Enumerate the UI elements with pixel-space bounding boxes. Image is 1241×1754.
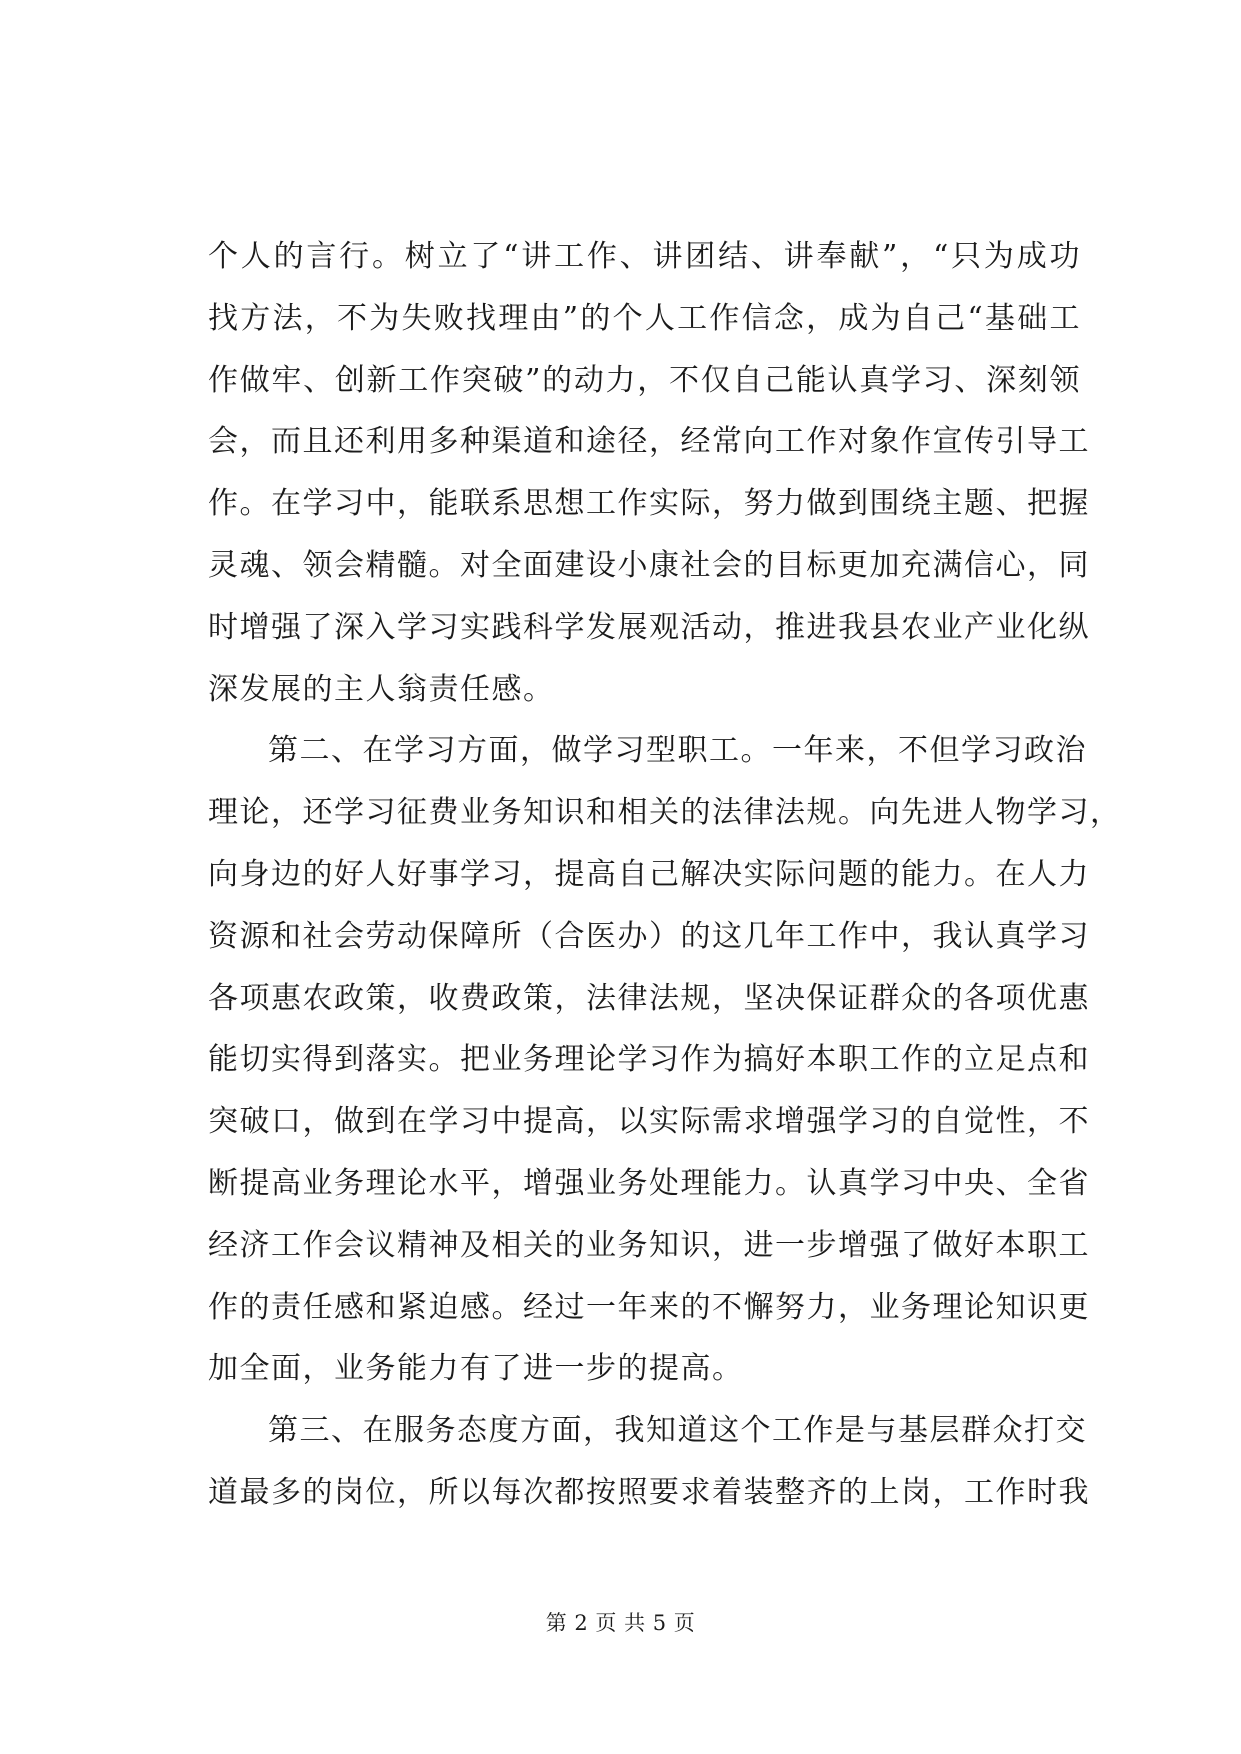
- text-line: 各项惠农政策，收费政策，法律法规，坚决保证群众的各项优惠: [208, 980, 1090, 1016]
- text-line: 时增强了深入学习实践科学发展观活动，推进我县农业产业化纵: [208, 609, 1090, 645]
- text-line: 个人的言行。树立了“讲工作、讲团结、讲奉献”，“只为成功: [208, 239, 1081, 274]
- text-line: 断提高业务理论水平，增强业务处理能力。认真学习中央、全省: [208, 1165, 1090, 1201]
- text-line: 经济工作会议精神及相关的业务知识，进一步增强了做好本职工: [208, 1227, 1090, 1263]
- text-line: 深发展的主人翁责任感。: [208, 671, 555, 707]
- text-line: 道最多的岗位，所以每次都按照要求着装整齐的上岗，工作时我: [208, 1474, 1090, 1510]
- paragraph-start-line: 第二、在学习方面，做学习型职工。一年来，不但学习政治: [268, 733, 1087, 769]
- text-line: 作做牢、创新工作突破”的动力，不仅自己能认真学习、深刻领: [208, 362, 1081, 398]
- text-line: 向身边的好人好事学习，提高自己解决实际问题的能力。在人力: [208, 856, 1090, 892]
- text-line: 突破口，做到在学习中提高，以实际需求增强学习的自觉性，不: [208, 1104, 1090, 1140]
- text-line: 作。在学习中，能联系思想工作实际，努力做到围绕主题、把握: [208, 486, 1090, 522]
- text-line: 资源和社会劳动保障所（合医办）的这几年工作中，我认真学习: [208, 918, 1090, 954]
- page-number-footer: 第 2 页 共 5 页: [545, 1611, 696, 1635]
- text-line: 理论，还学习征费业务知识和相关的法律法规。向先进人物学习，: [208, 795, 1122, 831]
- text-line: 会，而且还利用多种渠道和途径，经常向工作对象作宣传引导工: [208, 424, 1090, 460]
- text-line: 加全面，业务能力有了进一步的提高。: [208, 1351, 744, 1387]
- body-text: [208, 226, 1122, 1524]
- paragraph-start-line: 第三、在服务态度方面，我知道这个工作是与基层群众打交: [268, 1413, 1087, 1449]
- text-line: 能切实得到落实。把业务理论学习作为搞好本职工作的立足点和: [208, 1042, 1090, 1078]
- text-line: 灵魂、领会精髓。对全面建设小康社会的目标更加充满信心，同: [208, 547, 1090, 583]
- text-line: 作的责任感和紧迫感。经过一年来的不懈努力，业务理论知识更: [208, 1289, 1090, 1325]
- text-line: 找方法，不为失败找理由”的个人工作信念，成为自己“基础工: [208, 300, 1081, 336]
